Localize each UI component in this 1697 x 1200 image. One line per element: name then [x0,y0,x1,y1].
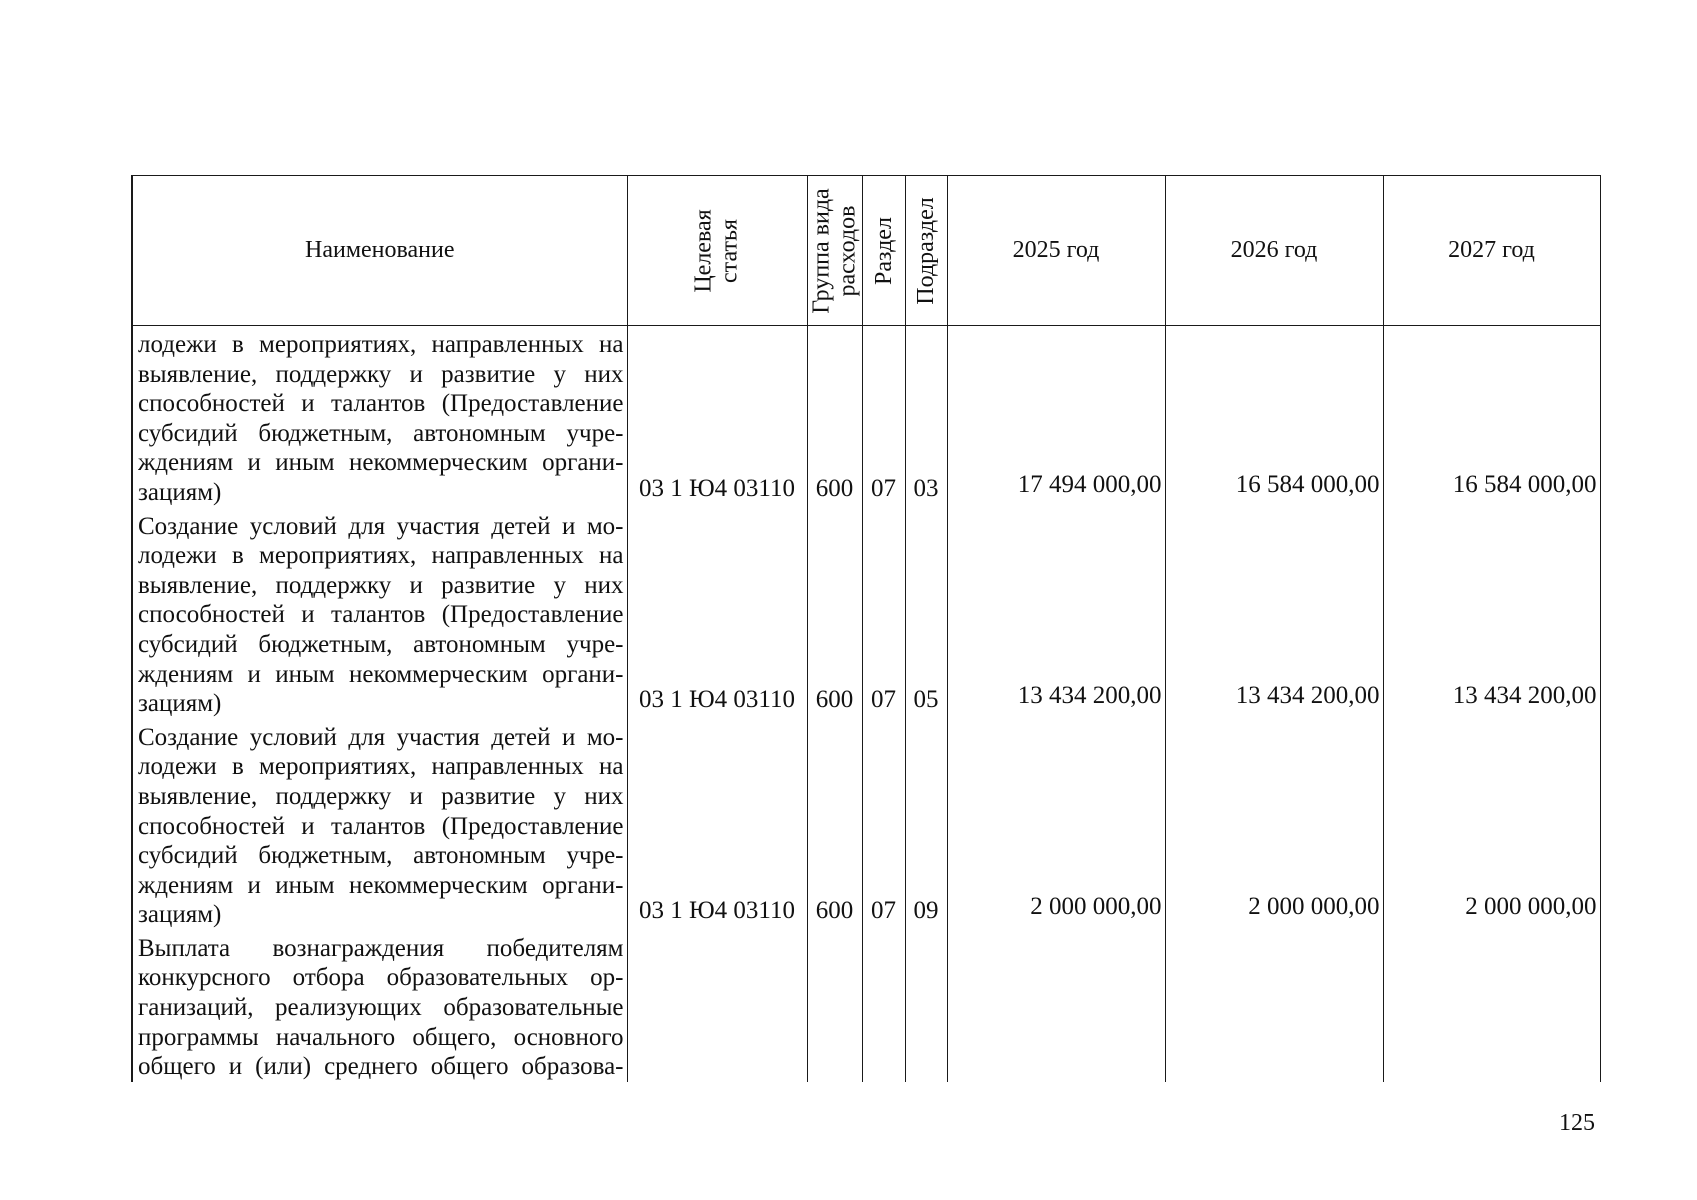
row-2-name-line: лодежи в мероприятиях, направленных на [138,542,624,570]
row-4-name-line: программы начального общего, основного [138,1023,624,1051]
row-3-name-line: ждениям и иным некоммерческим органи- [138,871,624,899]
row-3-amount-2025: 2 000 000,00 [947,719,1165,930]
row-3-subsection: 09 [905,719,947,930]
header-target-article-line-2: статья [717,218,743,283]
row-4-name-line: общего и (или) среднего общего образова- [138,1053,624,1081]
row-3-amount-2027: 2 000 000,00 [1383,719,1600,930]
row-4-amount-2025 [947,930,1165,1082]
table-row [132,930,1600,1082]
row-2-name [132,508,627,719]
row-3-expense-group: 600 [807,719,862,930]
header-year-2026: 2026 год [1165,176,1383,326]
page-number: 125 [1559,1110,1595,1136]
header-year-2025: 2025 год [947,176,1165,326]
row-1-name-line: зациям) [138,478,222,506]
row-3-name-line: субсидий бюджетным, автономным учре- [138,842,624,870]
row-1-amount-2026: 16 584 000,00 [1165,326,1383,508]
header-target-article [627,176,807,326]
row-4-amount-2027 [1383,930,1600,1082]
row-2-target-article: 03 1 Ю4 03110 [627,508,807,719]
row-2-name-line: способностей и талантов (Предоставление [138,601,624,629]
row-3-name-line: способностей и талантов (Предоставление [138,812,624,840]
header-section-label: Раздел [870,216,897,285]
header-expense-group-line-2: расходов [834,205,861,296]
header-expense-group-line-1: Группа вида [808,187,835,314]
header-year-2027: 2027 год [1383,176,1600,326]
row-1-name-line: лодежи в мероприятиях, направленных на [138,331,624,358]
row-3-target-article: 03 1 Ю4 03110 [627,719,807,930]
row-3-name-line: Создание условий для участия детей и мо- [138,723,624,751]
row-2-name-line: Создание условий для участия детей и мо- [138,512,624,540]
row-2-name-line: субсидий бюджетным, автономным учре- [138,630,624,658]
row-1-amount-2027: 16 584 000,00 [1383,326,1600,508]
row-1-target-article: 03 1 Ю4 03110 [627,326,807,508]
table-header-row [132,176,1600,326]
table-row [132,508,1600,719]
row-1-name-line: субсидий бюджетным, автономным учре- [138,419,624,447]
header-name: Наименование [132,176,627,326]
row-4-name-line: конкурсного отбора образовательных ор- [138,964,624,992]
table-row [132,326,1600,508]
row-2-amount-2027: 13 434 200,00 [1383,508,1600,719]
row-1-subsection: 03 [905,326,947,508]
row-2-amount-2025: 13 434 200,00 [947,508,1165,719]
row-4-target-article [627,930,807,1082]
row-2-section: 07 [862,508,905,719]
row-1-name-line: ждениям и иным некоммерческим органи- [138,449,624,477]
row-1-name-line: выявление, поддержку и развитие у них [138,360,624,388]
row-2-name-line: выявление, поддержку и развитие у них [138,571,624,599]
row-3-name-line: зациям) [138,901,222,929]
row-4-section [862,930,905,1082]
row-3-section: 07 [862,719,905,930]
row-2-name-line: зациям) [138,690,222,718]
row-4-name [132,930,627,1082]
header-target-article-line-1: Целевая [690,208,717,293]
table-row [132,719,1600,930]
row-1-section: 07 [862,326,905,508]
row-4-subsection [905,930,947,1082]
row-3-name-line: выявление, поддержку и развитие у них [138,782,624,810]
row-3-name-line: лодежи в мероприятиях, направленных на [138,753,624,781]
row-4-name-line: Выплата вознаграждения победителям [138,934,624,962]
row-3-amount-2026: 2 000 000,00 [1165,719,1383,930]
row-4-name-line: ганизаций, реализующих образовательные [138,994,624,1022]
row-2-subsection: 05 [905,508,947,719]
row-4-expense-group [807,930,862,1082]
row-4-amount-2026 [1165,930,1383,1082]
header-subsection-label: Подраздел [912,196,939,305]
budget-table [131,175,1601,1082]
row-2-expense-group: 600 [807,508,862,719]
row-1-name [132,326,627,508]
header-subsection [905,176,947,326]
row-1-amount-2025: 17 494 000,00 [947,326,1165,508]
header-section [862,176,905,326]
row-1-name-line: способностей и талантов (Предоставление [138,390,624,418]
row-2-amount-2026: 13 434 200,00 [1165,508,1383,719]
row-1-expense-group: 600 [807,326,862,508]
header-expense-group [807,176,862,326]
row-3-name [132,719,627,930]
row-2-name-line: ждениям и иным некоммерческим органи- [138,660,624,688]
